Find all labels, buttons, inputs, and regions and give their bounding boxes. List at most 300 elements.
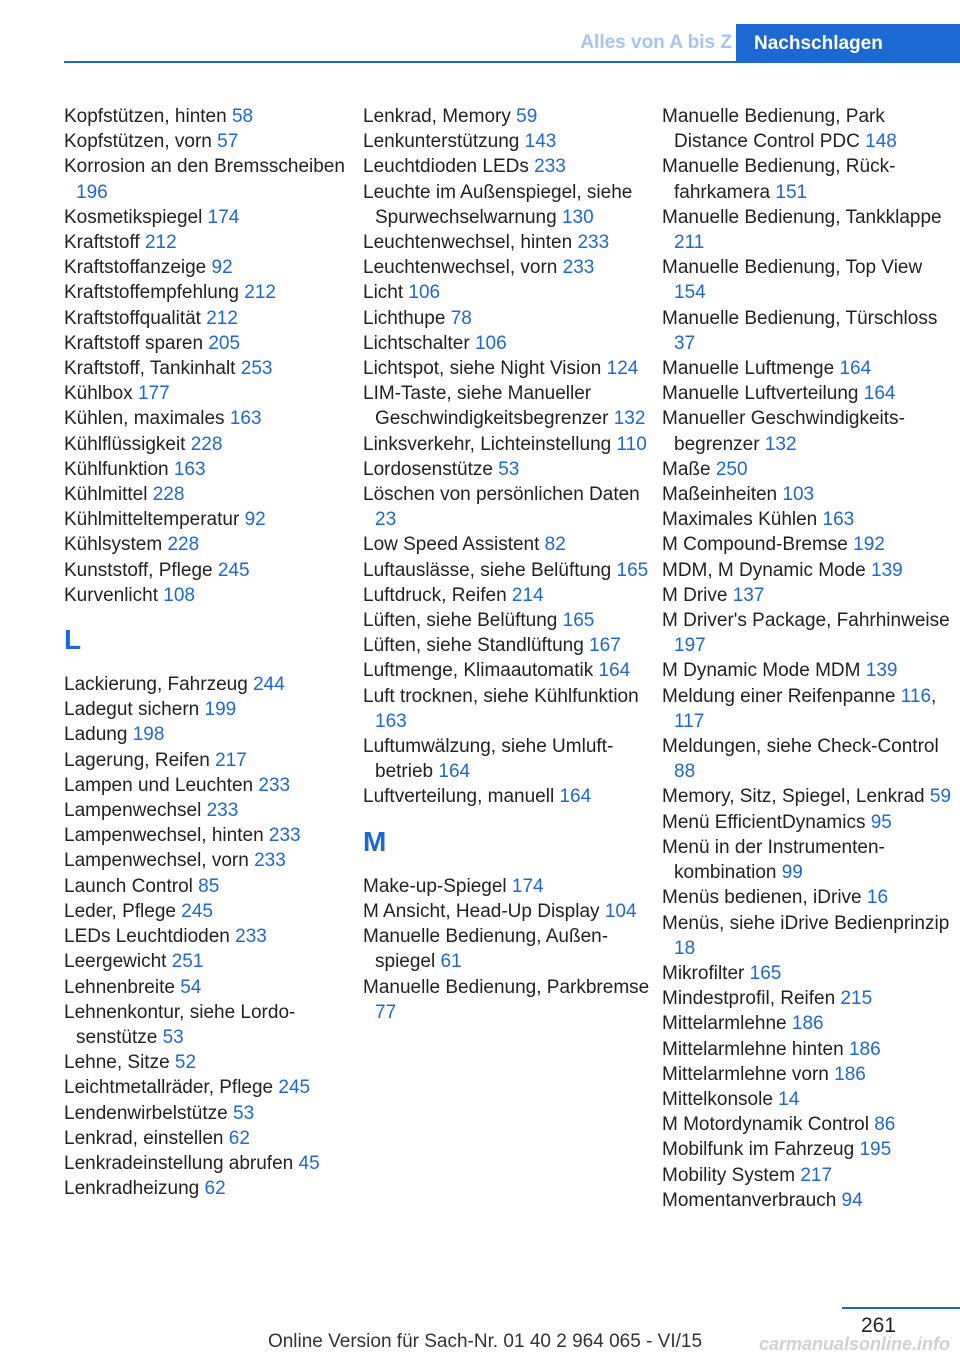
index-entry-term: Lenkradeinstellung abrufen [64,1152,294,1174]
index-entry-term: Lichtschalter [363,332,470,354]
index-entry [363,558,659,583]
index-entry-term: Low Speed Assistent [363,534,540,556]
page-link[interactable]: 217 [215,749,247,771]
index-entry [363,482,659,532]
index-entry-term: Menüs bedienen, iDrive [662,887,862,909]
index-entry [64,722,360,747]
index-entry-term: Lenkradheizung [64,1178,200,1200]
index-entry-term: Momentanverbrauch [662,1189,837,1211]
index-entry [363,432,659,457]
index-entry [363,874,659,899]
index-entry-term: Mittelarmlehne hinten [662,1038,844,1060]
index-entry-term: Mittelkonsole [662,1088,773,1110]
index-entry-term: Meldungen, siehe Check-Control [662,736,939,758]
footer-note: Online Version für Sach-Nr. 01 40 2 964 065 - VI/15 [267,1331,703,1352]
page-link[interactable]: 154 [674,282,706,304]
page-link[interactable]: 164 [559,786,592,808]
index-entry [662,558,958,583]
page-link[interactable]: 233 [562,257,595,279]
index-entry [662,356,958,381]
index-entry [662,154,958,204]
index-entry [64,154,360,204]
page-link[interactable]: 211 [674,232,705,254]
index-entry-term: Kühlsystem [64,534,163,556]
page-link[interactable]: 174 [511,875,544,897]
index-entry-term: Lampen und Leuchten [64,774,254,796]
index-entry [662,104,958,154]
index-entry-term: Luftverteilung, manuell [363,786,555,808]
page-link[interactable]: 59 [516,106,538,127]
index-entry [363,104,659,129]
index-entry [64,1050,360,1075]
page-link[interactable]: 212 [244,282,276,304]
index-entry [662,835,958,885]
index-entry-term: Maße [662,458,711,480]
index-entry [64,1000,360,1050]
page-link[interactable]: 53 [233,1102,255,1124]
header-tab-nachschlagen[interactable]: Nachschlagen [736,24,960,63]
page-link[interactable]: 163 [173,458,206,480]
index-entry [64,558,360,583]
index-entry-term: Manuelle Bedienung, Tankklappe [662,206,942,228]
page-link[interactable]: 214 [511,584,544,606]
index-entry-term: Kurvenlicht [64,584,158,606]
index-entry-term: Menü in der Instrumentenkombination [662,836,885,884]
index-entry [64,672,360,697]
index-entry [662,205,958,255]
index-entry [64,798,360,823]
page-link[interactable]: 233 [254,850,286,872]
index-entry-term: M Motordynamik Control [662,1114,869,1136]
index-column-1 [64,104,360,1201]
index-entry [64,583,360,608]
index-entry [662,1037,958,1062]
index-entry [64,532,360,557]
index-entry [64,748,360,773]
page-link[interactable]: 233 [577,232,610,254]
page-link[interactable]: 92 [244,509,266,531]
index-entry-term: Manueller Geschwindigkeitsbegrenzer [662,408,905,455]
index-entry [363,381,659,431]
index-entry [363,633,659,658]
page-link[interactable]: 151 [775,181,808,203]
index-entry-term: Lendenwirbelstütze [64,1102,228,1124]
page-link[interactable]: 245 [181,900,213,922]
index-entry-term: Kraftstoff, Tankinhalt [64,358,236,380]
index-entry-term: Lackierung, Fahrzeug [64,674,248,696]
index-entry [64,975,360,1000]
index-entry [363,734,659,784]
index-entry-term: Kühlen, maximales [64,408,225,430]
page-link[interactable]: 130 [561,206,594,228]
page-link[interactable]: 217 [800,1164,833,1186]
page-link[interactable]: 95 [870,811,892,833]
page-link[interactable]: 57 [217,131,239,153]
page-link[interactable]: 186 [834,1063,866,1085]
index-entry [64,1101,360,1126]
index-entry-term: Menü EfficientDynamics [662,811,866,833]
index-entry [662,1112,958,1137]
page-link[interactable]: 198 [132,724,165,746]
index-entry-term: Luftdruck, Reifen [363,584,507,606]
index-entry [64,129,360,154]
page-link[interactable]: 23 [375,509,397,531]
page-link[interactable]: 165 [749,962,782,984]
index-entry-term: Manuelle Bedienung, Park Distance Control PDC [662,106,885,153]
page-link[interactable]: 164 [598,660,631,682]
watermark-logo: carmanualsonline.info [758,1334,950,1354]
index-entry [662,885,958,910]
index-entry [662,306,958,356]
page-link[interactable]: 106 [474,332,507,354]
index-entry [662,986,958,1011]
index-entry [64,482,360,507]
index-entry [662,1188,958,1213]
page-link[interactable]: 233 [206,800,239,822]
index-entry-term: Lampenwechsel, vorn [64,850,249,872]
index-entry-term: Memory, Sitz, Spiegel, Lenkrad [662,786,925,808]
index-entry-term: Linksverkehr, Lichteinstellung [363,433,612,455]
index-entry [363,784,659,809]
index-entry [363,457,659,482]
index-entry-term: Manuelle Bedienung, Top View [662,257,923,279]
index-entry-term: Kraftstoff sparen [64,332,204,354]
page-separator: , [931,685,937,707]
page-link[interactable]: 245 [278,1077,311,1099]
index-entry-term: Kunststoff, Pflege [64,559,213,581]
page-link[interactable]: 228 [152,484,185,506]
index-entry [662,532,958,557]
index-entry-term: Lordosenstütze [363,458,493,480]
index-entry [662,1011,958,1036]
page-link[interactable]: 139 [871,559,903,581]
page-link[interactable]: 196 [76,181,108,203]
index-entry-term: Luftmenge, Klimaautomatik [363,660,594,682]
page-link[interactable]: 77 [375,1001,397,1023]
page-link[interactable]: 164 [863,383,896,405]
index-entry-term: Manuelle Luftverteilung [662,383,859,405]
index-entry-term: Lehne, Sitze [64,1052,170,1074]
page-link[interactable]: 37 [674,332,696,354]
index-entry-term: Manuelle Bedienung, Parkbremse [363,976,650,998]
page-link[interactable]: 86 [874,1114,896,1136]
index-entry-term: Kühlmitteltemperatur [64,509,240,531]
index-entry-term: Leergewicht [64,951,167,973]
index-entry [363,608,659,633]
section-letter: M [363,825,387,857]
index-entry [64,306,360,331]
index-entry [363,684,659,734]
index-entry-term: Lichthupe [363,307,446,329]
page-link[interactable]: 212 [144,232,177,254]
page-link[interactable]: 233 [534,156,566,178]
index-entry-term: Licht [363,282,404,304]
page-link[interactable]: 124 [606,358,639,380]
page-link[interactable]: 62 [228,1127,250,1149]
page-link[interactable]: 186 [791,1013,824,1035]
index-entry [64,331,360,356]
index-entry-term: Manuelle Bedienung, Außenspiegel [363,926,609,973]
index-entry [662,507,958,532]
index-entry-term: M Drive [662,584,728,606]
index-entry [662,482,958,507]
index-entry [363,280,659,305]
index-entry [64,1176,360,1201]
index-entry [662,911,958,961]
page-link[interactable]: 88 [674,761,696,783]
page-link[interactable]: 53 [162,1026,184,1048]
index-entry-term: Kraftstoff [64,232,140,254]
index-entry [64,848,360,873]
index-entry [64,823,360,848]
index-column-2 [363,104,659,1025]
page-link[interactable]: 139 [865,660,898,682]
page-link[interactable]: 59 [929,786,952,808]
index-entry-term: Mittelarmlehne [662,1013,787,1035]
page-link[interactable]: 53 [498,458,520,480]
index-entry [662,381,958,406]
index-entry-term: Luft trocknen, siehe Kühlfunktion [363,685,639,707]
index-entry-term: Kraftstoffempfehlung [64,282,239,304]
index-entry [64,924,360,949]
index-entry-term: Lenkrad, Memory [363,106,511,127]
index-entry [363,532,659,557]
index-entry-term: Leuchtenwechsel, hinten [363,232,573,254]
index-entry-term: Kühlflüssigkeit [64,433,186,455]
index-entry-term: Make-up-Spiegel [363,875,507,897]
index-entry-term: M Driver's Package, Fahrhinweise [662,610,950,632]
index-entry-term: Lehnenkontur, siehe Lordosenstütze [64,1001,296,1048]
index-entry-term: Leuchte im Außenspiegel, siehe Spurwechselwarnung [363,181,633,228]
index-entry [363,129,659,154]
page-link[interactable]: 52 [174,1052,197,1074]
index-entry-term: Lenkrad, einstellen [64,1127,224,1149]
page-link[interactable]: 197 [674,635,706,657]
page-link[interactable]: 116 [900,685,932,707]
page-link[interactable]: 18 [674,937,696,959]
index-entry [64,457,360,482]
index-entry-term: Lüften, siehe Belüftung [363,610,558,632]
page-link[interactable]: 132 [764,433,797,455]
page-number: 261 [860,1314,896,1337]
index-entry [64,507,360,532]
index-entry-term: Manuelle Bedienung, Rückfahrkamera [662,156,896,203]
page-link[interactable]: 58 [231,106,254,127]
index-entry [363,583,659,608]
index-entry-term: Lagerung, Reifen [64,749,210,771]
page-link[interactable]: 62 [204,1178,226,1200]
index-entry-term: Meldung einer Reifenpanne [662,685,896,707]
index-entry [662,1163,958,1188]
page-link[interactable]: 110 [616,433,647,455]
index-entry-term: Löschen von persönlichen Daten [363,484,640,506]
page-link[interactable]: 195 [859,1139,892,1161]
index-entry [662,734,958,784]
index-entry-term: LIM-Taste, siehe Manueller Geschwindigkeitsbegrenzer [363,383,609,430]
page-link[interactable]: 85 [198,875,220,897]
page-link[interactable]: 199 [204,699,237,721]
index-entry [662,583,958,608]
index-entry-term: Lüften, siehe Standlüftung [363,635,584,657]
page-link[interactable]: 104 [604,900,637,922]
index-entry [64,1075,360,1100]
index-entry [662,658,958,683]
page-link[interactable]: 251 [171,951,204,973]
index-entry-term: Kopfstützen, hinten [64,106,227,127]
index-entry-term: M Dynamic Mode MDM [662,660,861,682]
page-link[interactable]: 245 [217,559,250,581]
page-link[interactable]: 14 [778,1088,800,1110]
page-link[interactable]: 250 [715,458,748,480]
page-link[interactable]: 143 [524,131,557,153]
page-link[interactable]: 45 [298,1152,320,1174]
index-entry-term: Maßeinheiten [662,484,778,506]
header-section-title[interactable]: Alles von A bis Z [580,32,732,53]
index-entry [363,230,659,255]
page-link[interactable]: 167 [589,635,621,657]
page-link[interactable]: 174 [207,206,240,228]
index-entry [64,255,360,280]
page-link[interactable]: 233 [235,926,267,948]
index-entry [662,961,958,986]
page-link[interactable]: 132 [613,408,646,430]
page-link[interactable]: 192 [853,534,885,556]
index-entry [662,457,958,482]
index-entry-term: LEDs Leuchtdioden [64,926,230,948]
page-link[interactable]: 186 [848,1038,881,1060]
index-entry [64,874,360,899]
index-entry [64,697,360,722]
index-entry-term: Ladung [64,724,128,746]
index-entry [662,784,958,809]
index-entry-term: Kosmetikspiegel [64,206,203,228]
page-link[interactable]: 228 [190,433,223,455]
index-entry-term: Leuchtdioden LEDs [363,156,529,178]
index-entry-term: Kühlbox [64,383,133,405]
page-link[interactable]: 16 [866,887,889,909]
page-link[interactable]: 163 [229,408,262,430]
index-entry-term: Lampenwechsel, hinten [64,825,264,847]
index-entry [64,949,360,974]
page-link[interactable]: 163 [375,710,407,732]
page-link[interactable]: 165 [562,610,595,632]
index-entry [662,810,958,835]
index-entry-term: Lenkunterstützung [363,131,520,153]
index-entry [64,1126,360,1151]
page-link[interactable]: 177 [137,383,170,405]
index-entry [64,356,360,381]
index-entry-term: Manuelle Bedienung, Türschloss [662,307,938,329]
index-entry-term: Luftumwälzung, siehe Umluftbetrieb [363,736,614,783]
page-link[interactable]: 99 [781,862,803,884]
page-link[interactable]: 117 [674,710,705,732]
index-entry-term: Manuelle Luftmenge [662,358,835,380]
index-entry [363,975,659,1025]
page-link[interactable]: 244 [253,674,285,696]
page-link[interactable]: 108 [163,584,195,606]
index-entry-term: Leuchtenwechsel, vorn [363,257,558,279]
page-link[interactable]: 212 [206,307,238,329]
page-link[interactable]: 165 [616,559,649,581]
index-entry [64,230,360,255]
index-entry [662,1137,958,1162]
index-entry-term: M Compound-Bremse [662,534,848,556]
page-link[interactable]: 163 [822,509,855,531]
index-entry [363,154,659,179]
page-link[interactable]: 233 [268,825,301,847]
index-entry [64,432,360,457]
index-entry [363,658,659,683]
page-link[interactable]: 106 [408,282,441,304]
index-entry-term: Korrosion an den Bremsscheiben [64,156,345,178]
index-entry [363,924,659,974]
page-link[interactable]: 54 [180,976,202,998]
index-entry [363,356,659,381]
index-entry-term: Menüs, siehe iDrive Bedienprinzip [662,912,950,934]
page-link[interactable]: 228 [167,534,200,556]
page-link[interactable]: 233 [258,774,291,796]
page-link[interactable]: 61 [440,951,462,973]
index-entry [662,1087,958,1112]
index-column-3 [662,104,958,1213]
page-link[interactable]: 94 [841,1189,863,1211]
index-entry-term: Mobility System [662,1164,796,1186]
index-entry-term: Kraftstoffqualität [64,307,201,329]
index-entry [662,1062,958,1087]
page-link[interactable]: 253 [240,358,273,380]
page-link[interactable]: 148 [865,131,897,153]
index-entry [363,255,659,280]
index-entry [64,280,360,305]
page-link[interactable]: 82 [544,534,566,556]
index-entry [64,773,360,798]
page-link[interactable]: 164 [839,358,872,380]
index-entry-term: Lichtspot, siehe Night Vision [363,358,602,380]
index-entry-term: Kühlmittel [64,484,148,506]
section-letter: L [64,624,82,656]
index-entry-term: M Ansicht, Head-Up Display [363,900,600,922]
index-entry [662,608,958,658]
index-entry-term: Leichtmetallräder, Pflege [64,1077,274,1099]
index-entry-term: MDM, M Dynamic Mode [662,559,866,581]
index-entry-term: Kopfstützen, vorn [64,131,212,153]
page-link[interactable]: 215 [840,988,873,1010]
index-entry [64,406,360,431]
index-entry-term: Launch Control [64,875,193,897]
page-link[interactable]: 137 [732,584,765,606]
index-entry-term: Mittelarmlehne vorn [662,1063,829,1085]
page-link[interactable]: 92 [211,257,233,279]
index-entry [64,381,360,406]
index-entry-term: Mindestprofil, Reifen [662,988,836,1010]
index-entry-term: Lehnenbreite [64,976,175,998]
index-entry-term: Luftauslässe, siehe Belüftung [363,559,612,581]
index-entry [64,1151,360,1176]
index-entry [64,205,360,230]
index-entry [363,306,659,331]
index-entry-term: Mikrofilter [662,962,745,984]
index-entry-term: Ladegut sichern [64,699,200,721]
index-entry [64,899,360,924]
page-link[interactable]: 103 [782,484,815,506]
page-link[interactable]: 205 [208,332,241,354]
page-link[interactable]: 164 [438,761,471,783]
index-entry-term: Kühlfunktion [64,458,169,480]
index-entry [662,684,958,734]
page-link[interactable]: 78 [450,307,472,329]
index-entry-term: Kraftstoffanzeige [64,257,207,279]
index-entry-term: Mobilfunk im Fahrzeug [662,1139,855,1161]
